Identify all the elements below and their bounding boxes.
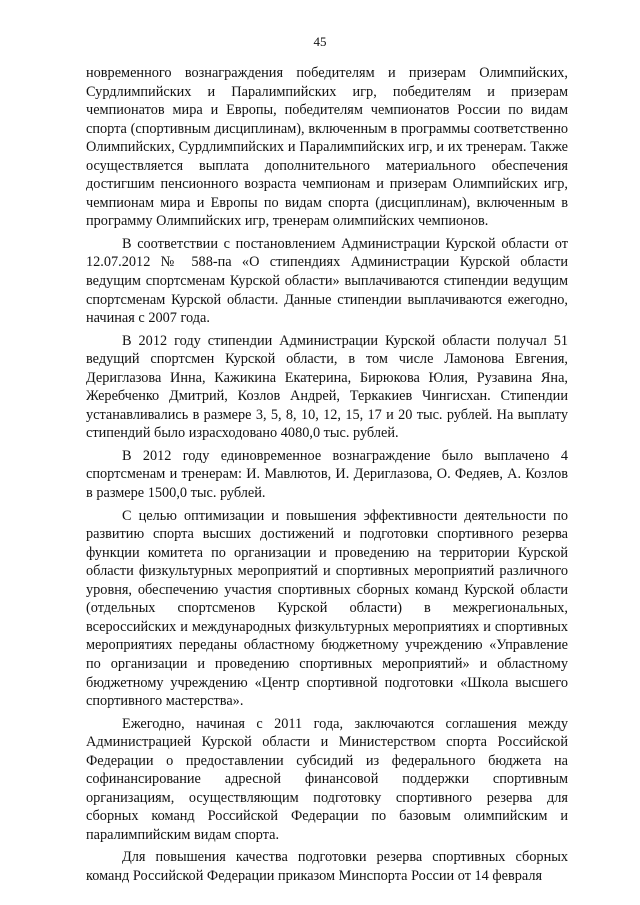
paragraph-optimization: С целью оптимизации и повышения эффективности деятельности по развитию спорта высших достижений и подготовки спортивного резерва функции комитета по организации и проведению на территории Курской области физкультурных мероприятий и спортивных мероприятий различного уровня, обеспечению участия спортивных сборных команд Курской области (отдельных спортсменов Курской области) в межрегиональных, всероссийских и международных физкультурных мероприятиях и спортивных мероприятиях переданы областному бюджетному учреждению «Управление по организации и проведению спортивных мероприятий» и областному бюджетному учреждению «Центр спортивной подготовки «Школа высшего спортивного мастерства». bbox=[86, 507, 568, 710]
paragraph-one-time-reward: В 2012 году единовременное вознаграждение было выплачено 4 спортсменам и тренерам: И. Мавлютов, И. Дериглазова, О. Федяев, А. Козлов в размере 1500,0 тыс. рублей. bbox=[86, 447, 568, 502]
paragraph-reserve-quality: Для повышения качества подготовки резерва спортивных сборных команд Российской Федерации приказом Минспорта России от 14 февраля bbox=[86, 849, 568, 884]
paragraph-1-continuation: новременного вознаграждения победителям и призерам Олимпийских, Сурдлимпийских и Паралимпийских игр, победителям и призерам чемпионатов мира и Европы, победителям чемпионатов России по видам спорта (спортивным дисциплинам), включенным в программы соответственно Олимпийских, Сурдлимпийских и Паралимпийских игр, и их тренерам. Также осуществляется выплата дополнительного материального обеспечения достигшим пенсионного возраста чемпионам и призерам Олимпийских игр, чемпионам мира и Европы по видам спорта (дисциплинам), включенным в программу Олимпийских игр, тренерам олимпийских чемпионов. bbox=[86, 65, 568, 230]
paragraph-stipends-resolution: В соответствии с постановлением Администрации Курской области от 12.07.2012 № 588-па «О стипендиях Администрации Курской области ведущим спортсменам Курской области» выплачиваются стипендии ведущим спортсменам Курской области. Данные стипендии выплачиваются ежегодно, начиная с 2007 года. bbox=[86, 235, 568, 327]
paragraph-stipends-2012: В 2012 году стипендии Администрации Курской области получал 51 ведущий спортсмен Курской области, в том числе Ламонова Евгения, Дериглазова Инна, Кажикина Екатерина, Бирюкова Юлия, Рузавина Яна, Жеребченко Дмитрий, Козлов Андрей, Теркакиев Чингисхан. Стипендии устанавливались в размере 3, 5, 8, 10, 12, 15, 17 и 20 тыс. рублей. На выплату стипендий было израсходовано 4080,0 тыс. рублей. bbox=[86, 332, 568, 442]
paragraph-agreements: Ежегодно, начиная с 2011 года, заключаются соглашения между Администрацией Курской области и Министерством спорта Российской Федерации о предоставлении субсидий из федерального бюджета на софинансирование адресной финансовой поддержки спортивным организациям, осуществляющим подготовку спортивного резерва для сборных команд Российской Федерации по базовым олимпийским и паралимпийским видам спорта. bbox=[86, 715, 568, 843]
document-body bbox=[86, 64, 568, 890]
page-number: 45 bbox=[313, 34, 327, 49]
